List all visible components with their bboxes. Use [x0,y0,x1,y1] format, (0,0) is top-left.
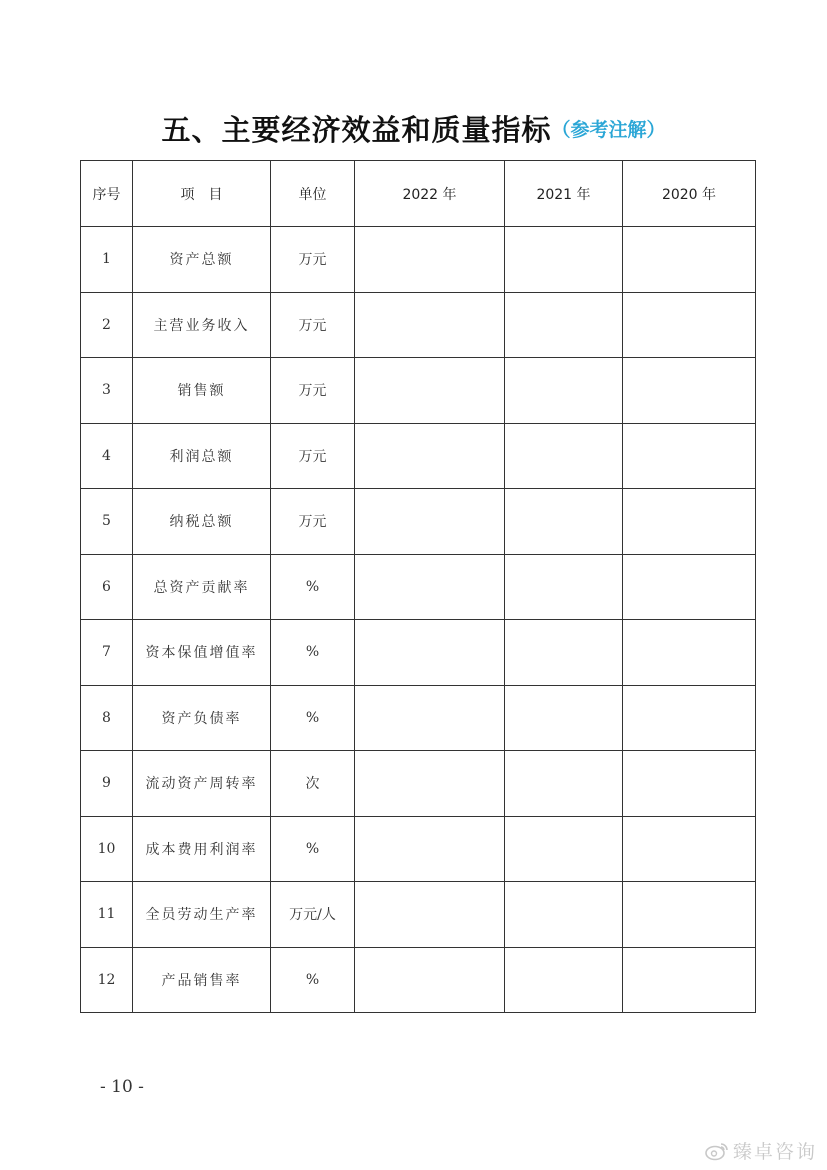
page-title [0,108,827,149]
table-row [81,358,756,424]
row-unit: 万元 [271,358,355,424]
cell-2022 [355,751,505,817]
header-2022: 2022 年 [355,161,505,227]
table-row [81,620,756,686]
row-no: 5 [81,489,133,555]
cell-2022 [355,227,505,293]
row-unit: % [271,554,355,620]
row-item: 销售额 [133,358,271,424]
table-row [81,816,756,882]
table-row [81,947,756,1013]
cell-2020 [623,292,756,358]
row-unit: % [271,620,355,686]
cell-2020 [623,620,756,686]
watermark [705,1137,817,1164]
header-2020: 2020 年 [623,161,756,227]
cell-2022 [355,423,505,489]
row-item: 资产负债率 [133,685,271,751]
header-2021: 2021 年 [505,161,623,227]
weibo-icon [705,1141,729,1161]
row-no: 7 [81,620,133,686]
cell-2022 [355,358,505,424]
row-unit: 万元/人 [271,882,355,948]
row-no: 2 [81,292,133,358]
row-no: 11 [81,882,133,948]
table-row [81,882,756,948]
cell-2020 [623,227,756,293]
row-item: 流动资产周转率 [133,751,271,817]
cell-2020 [623,554,756,620]
cell-2021 [505,947,623,1013]
cell-2021 [505,685,623,751]
cell-2021 [505,882,623,948]
cell-2021 [505,358,623,424]
row-unit: 次 [271,751,355,817]
row-no: 8 [81,685,133,751]
cell-2022 [355,292,505,358]
table-row [81,292,756,358]
indicator-table [80,160,756,1013]
header-item: 项 目 [133,161,271,227]
row-item: 全员劳动生产率 [133,882,271,948]
header-unit: 单位 [271,161,355,227]
cell-2022 [355,947,505,1013]
header-no: 序号 [81,161,133,227]
row-no: 12 [81,947,133,1013]
row-no: 10 [81,816,133,882]
cell-2021 [505,620,623,686]
cell-2022 [355,685,505,751]
table-row [81,685,756,751]
cell-2021 [505,489,623,555]
cell-2022 [355,620,505,686]
row-no: 1 [81,227,133,293]
row-item: 纳税总额 [133,489,271,555]
row-unit: 万元 [271,489,355,555]
cell-2020 [623,358,756,424]
table-row [81,554,756,620]
cell-2021 [505,751,623,817]
row-no: 6 [81,554,133,620]
cell-2020 [623,947,756,1013]
row-unit: % [271,947,355,1013]
table-header-row [81,161,756,227]
table-row [81,751,756,817]
cell-2022 [355,816,505,882]
watermark-text: 臻卓咨询 [732,1141,817,1163]
cell-2022 [355,882,505,948]
row-no: 9 [81,751,133,817]
row-unit: % [271,685,355,751]
title-note: （参考注解） [551,119,666,141]
cell-2020 [623,685,756,751]
row-no: 3 [81,358,133,424]
row-unit: 万元 [271,423,355,489]
row-unit: % [271,816,355,882]
cell-2020 [623,423,756,489]
page-number: - 10 - [100,1077,144,1097]
cell-2021 [505,554,623,620]
row-item: 资产总额 [133,227,271,293]
table-row [81,423,756,489]
cell-2021 [505,292,623,358]
cell-2020 [623,751,756,817]
cell-2020 [623,882,756,948]
table-row [81,227,756,293]
cell-2022 [355,554,505,620]
row-item: 成本费用利润率 [133,816,271,882]
row-item: 主营业务收入 [133,292,271,358]
title-main: 五、主要经济效益和质量指标 [161,113,552,147]
table-row [81,489,756,555]
row-item: 利润总额 [133,423,271,489]
cell-2021 [505,227,623,293]
row-unit: 万元 [271,227,355,293]
cell-2021 [505,423,623,489]
row-item: 总资产贡献率 [133,554,271,620]
row-item: 资本保值增值率 [133,620,271,686]
row-unit: 万元 [271,292,355,358]
cell-2022 [355,489,505,555]
row-item: 产品销售率 [133,947,271,1013]
cell-2020 [623,816,756,882]
cell-2021 [505,816,623,882]
row-no: 4 [81,423,133,489]
cell-2020 [623,489,756,555]
